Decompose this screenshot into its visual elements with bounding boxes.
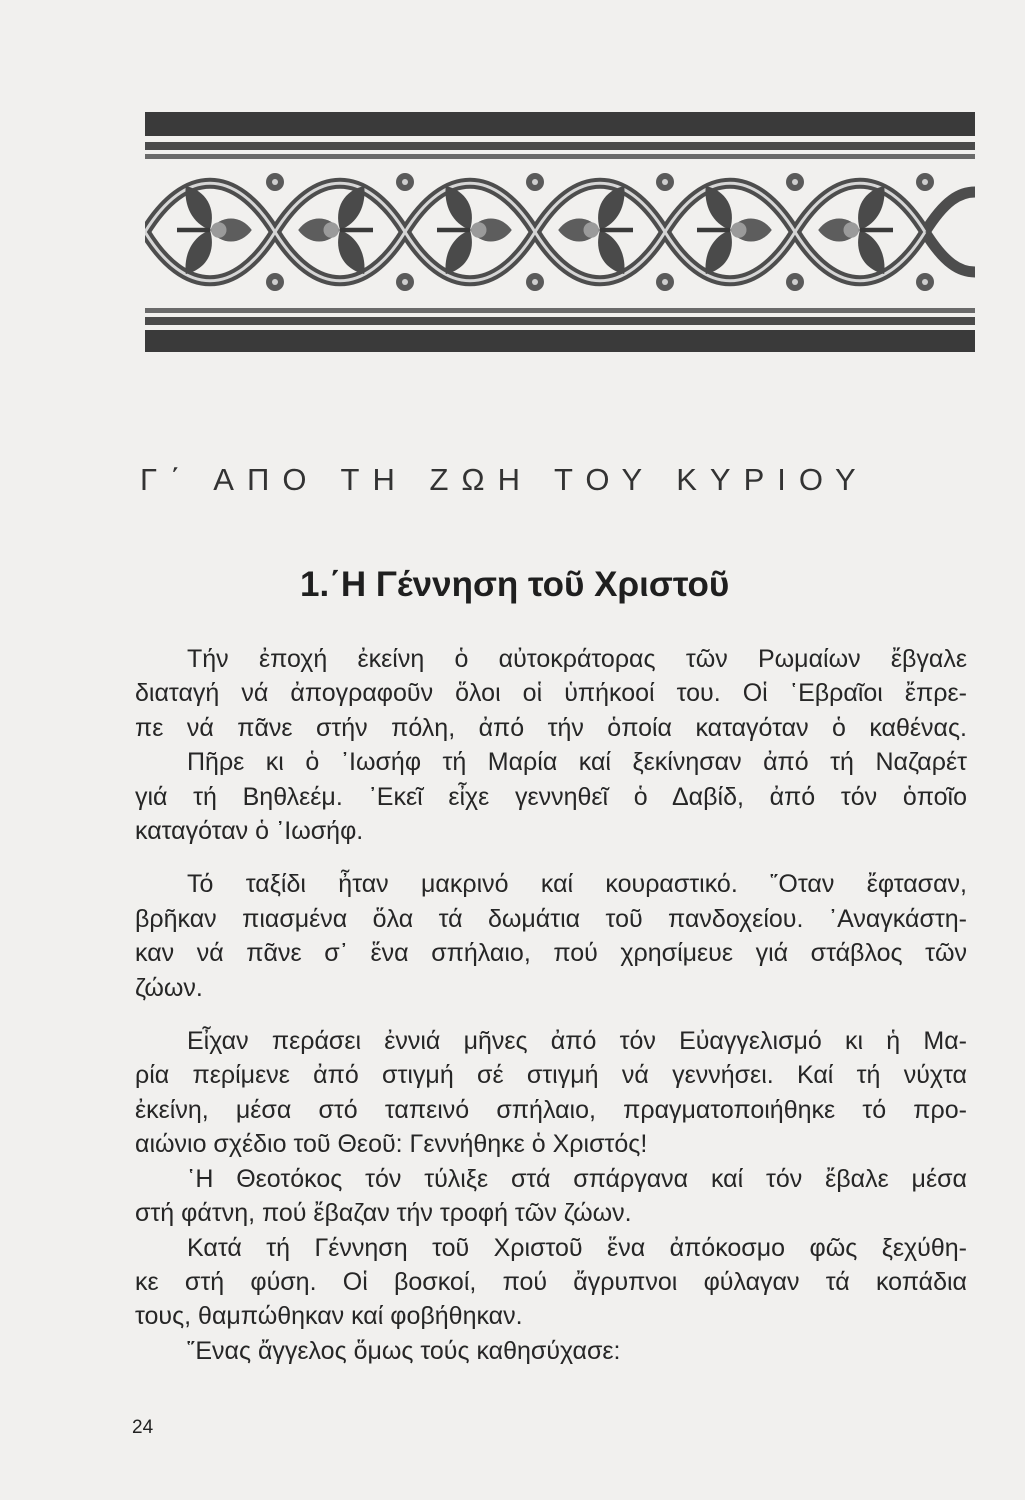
page-number: 24 (132, 1417, 154, 1438)
text-line: ἐκείνη, μέσα στό ταπεινό σπήλαιο, πραγματοποιήθηκε τό προ- (135, 1095, 967, 1124)
paragraph-6 (135, 1231, 967, 1334)
text-line: πε νά πᾶνε στήν πόλη, ἀπό τήν ὁποία καταγόταν ὁ καθένας. (135, 713, 967, 742)
floral-ornament-band-icon (145, 112, 975, 352)
text-line: κε στή φύση. Οἱ βοσκοί, πού ἄγρυπνοι φύλαγαν τά κοπάδια (135, 1267, 967, 1296)
text-line: Εἶχαν περάσει ἐννιά μῆνες ἀπό τόν Εὐαγγελισμό κι ἡ Μα- (187, 1027, 967, 1056)
paragraph-4 (135, 1024, 967, 1162)
text-line: Πῆρε κι ὁ ᾿Ιωσήφ τή Μαρία καί ξεκίνησαν ἀπό τή Ναζαρέτ (187, 748, 967, 777)
text-line: γιά τή Βηθλεέμ. ᾿Εκεῖ εἶχε γεννηθεῖ ὁ Δαβίδ, ἀπό τόν ὁποῖο (135, 782, 967, 811)
text-line: ῞Ενας ἄγγελος ὅμως τούς καθησύχασε: (187, 1336, 621, 1365)
text-line: Κατά τή Γέννηση τοῦ Χριστοῦ ἕνα ἀπόκοσμο φῶς ξεχύθη- (187, 1233, 967, 1262)
text-line: βρῆκαν πιασμένα ὅλα τά δωμάτια τοῦ πανδοχείου. ᾿Αναγκάστη- (135, 904, 967, 933)
paragraph-2 (135, 745, 967, 848)
chapter-title: 1.΄Η Γέννηση τοῦ Χριστοῦ (300, 565, 730, 604)
text-line: καταγόταν ὁ ᾿Ιωσήφ. (135, 817, 364, 846)
paragraph-1 (135, 642, 967, 745)
text-line: ῾Η Θεοτόκος τόν τύλιξε στά σπάργανα καί τόν ἔβαλε μέσα (187, 1164, 967, 1193)
text-line: στή φάτνη, πού ἔβαζαν τήν τροφή τῶν ζώων. (135, 1199, 632, 1228)
text-line: αιώνιο σχέδιο τοῦ Θεοῦ: Γεννήθηκε ὁ Χριστός! (135, 1130, 648, 1159)
body-text (135, 642, 967, 1368)
text-line: ρία περίμενε ἀπό στιγμή σέ στιγμή νά γεννήσει. Καί τή νύχτα (135, 1061, 967, 1090)
section-heading: Γ΄ ΑΠΟ ΤΗ ΖΩΗ ΤΟΥ ΚΥΡΙΟΥ (140, 462, 869, 497)
text-line: ζώων. (135, 973, 203, 1002)
paragraph-5 (135, 1162, 967, 1231)
paragraph-7 (135, 1334, 967, 1368)
text-line: καν νά πᾶνε σ᾿ ἕνα σπήλαιο, πού χρησίμευε γιά στάβλος τῶν (135, 939, 967, 968)
text-line: Τήν ἐποχή ἐκείνη ὁ αὐτοκράτορας τῶν Ρωμαίων ἔβγαλε (187, 645, 967, 673)
text-line: διαταγή νά ἀπογραφοῦν ὅλοι οἱ ὑπήκοοί του. Οἱ ῾Εβραῖοι ἔπρε- (135, 679, 967, 708)
paragraph-3 (135, 867, 967, 1005)
text-line: Τό ταξίδι ἦταν μακρινό καί κουραστικό. ῞Οταν ἔφτασαν, (187, 870, 967, 899)
text-line: τους, θαμπώθηκαν καί φοβήθηκαν. (135, 1302, 523, 1331)
